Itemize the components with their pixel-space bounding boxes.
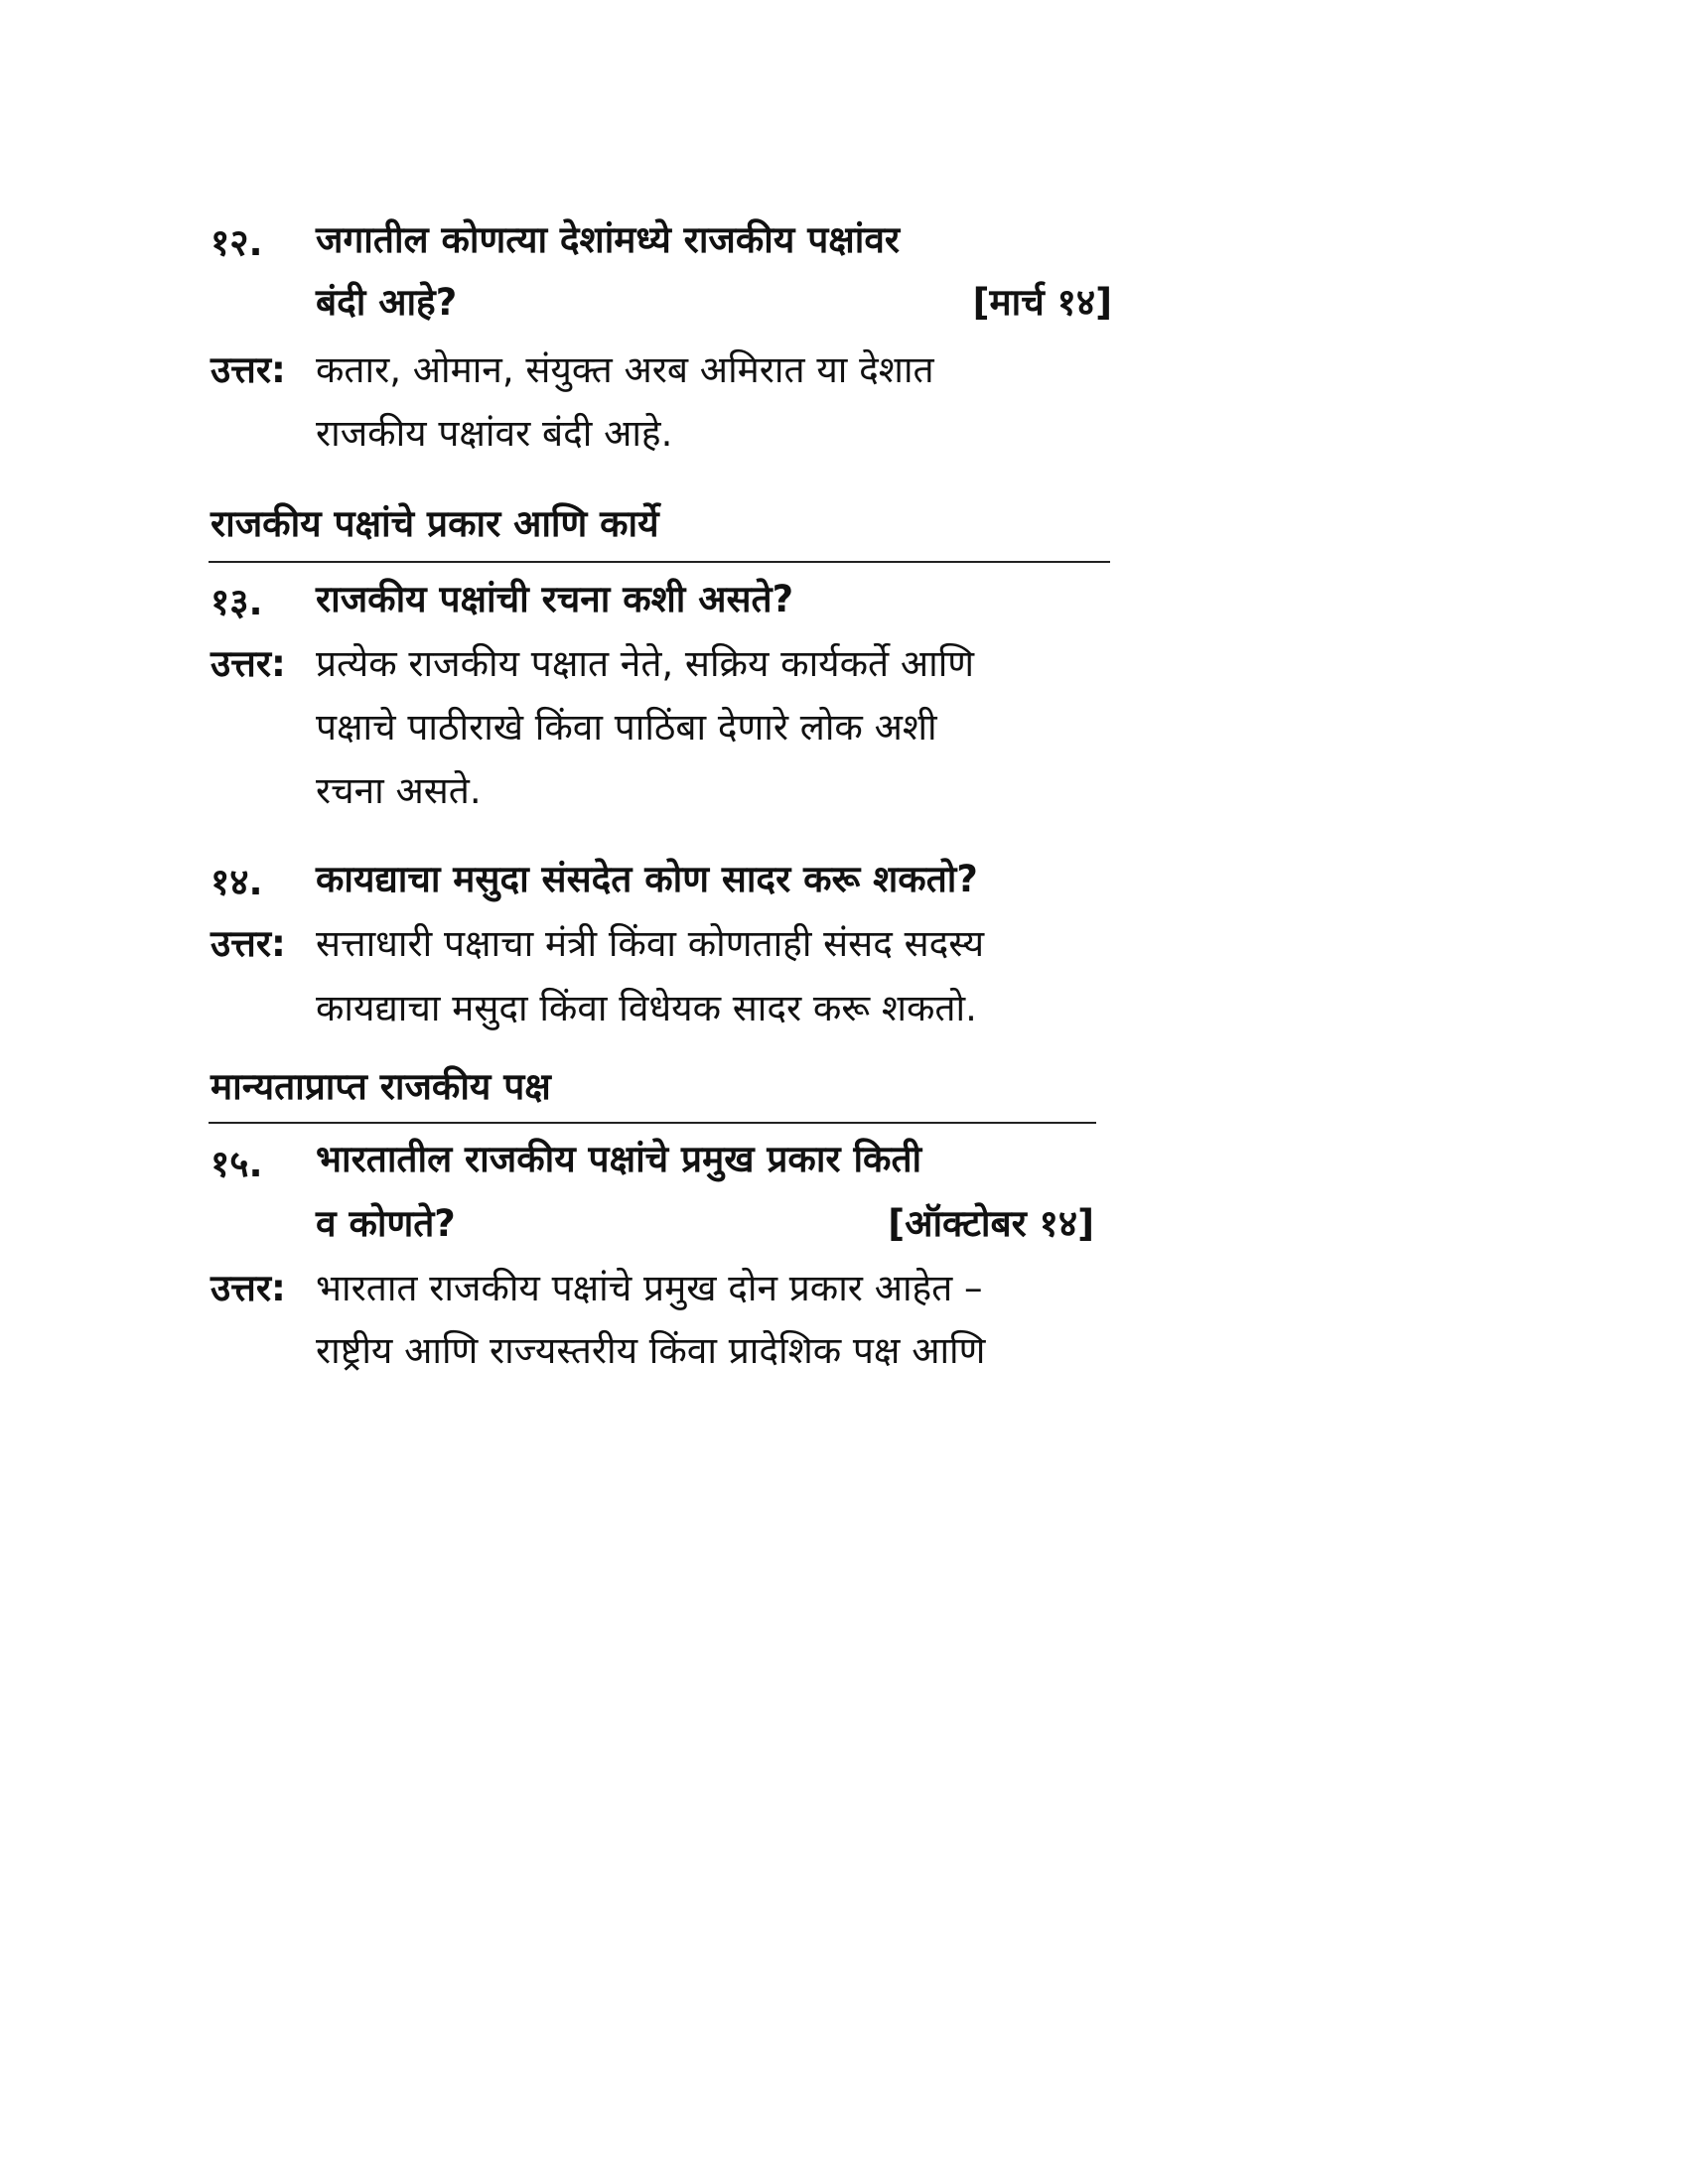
question-12 — [211, 210, 1112, 459]
answer-text-line: रचना असते. — [316, 769, 482, 812]
question-13 — [211, 570, 1104, 818]
answer-label: उत्तर: — [211, 922, 286, 965]
section-divider — [209, 561, 1110, 563]
section-heading: मान्यताप्राप्त राजकीय पक्ष — [211, 1065, 551, 1108]
answer-text-line: भारतात राजकीय पक्षांचे प्रमुख दोन प्रकार आहेत – — [316, 1267, 983, 1309]
question-14 — [211, 850, 1104, 1048]
exam-reference: [मार्च १४] — [972, 281, 1112, 324]
question-number: १३. — [211, 581, 263, 623]
section-heading: राजकीय पक्षांचे प्रकार आणि कार्ये — [211, 502, 659, 545]
question-text-line: कायद्याचा मसुदा संसदेत कोण सादर करू शकतो? — [316, 858, 978, 900]
exam-reference: [ऑक्टोबर १४] — [888, 1202, 1094, 1245]
question-text-line: जगातील कोणत्या देशांमध्ये राजकीय पक्षांवर — [316, 218, 901, 261]
answer-label: उत्तर: — [211, 348, 286, 391]
question-text-line: भारतातील राजकीय पक्षांचे प्रमुख प्रकार किती — [316, 1138, 922, 1180]
answer-text-line: सत्ताधारी पक्षाचा मंत्री किंवा कोणताही संसद सदस्य — [316, 922, 985, 965]
answer-text-line: प्रत्येक राजकीय पक्षात नेते, सक्रिय कार्यकर्ते आणि — [316, 642, 975, 685]
question-number: १४. — [211, 861, 263, 903]
answer-text-line: राजकीय पक्षांवर बंदी आहे. — [316, 412, 673, 455]
question-text-line: व कोणते? — [316, 1202, 456, 1245]
answer-label: उत्तर: — [211, 1267, 286, 1309]
section-divider — [209, 1122, 1096, 1124]
answer-label: उत्तर: — [211, 642, 286, 685]
answer-text-line: कतार, ओमान, संयुक्त अरब अमिरात या देशात — [316, 348, 934, 391]
question-text-line: राजकीय पक्षांची रचना कशी असते? — [316, 578, 794, 620]
question-15 — [211, 1130, 1094, 1408]
question-number: १२. — [211, 221, 263, 264]
answer-text-line: राष्ट्रीय आणि राज्यस्तरीय किंवा प्रादेशिक पक्ष आणि — [316, 1329, 986, 1372]
question-text-line: बंदी आहे? — [316, 281, 458, 324]
answer-text-line: कायद्याचा मसुदा किंवा विधेयक सादर करू शकतो. — [316, 987, 977, 1029]
answer-text-line: पक्षाचे पाठीराखे किंवा पाठिंबा देणारे लोक अशी — [316, 706, 937, 749]
question-number: १५. — [211, 1143, 263, 1185]
